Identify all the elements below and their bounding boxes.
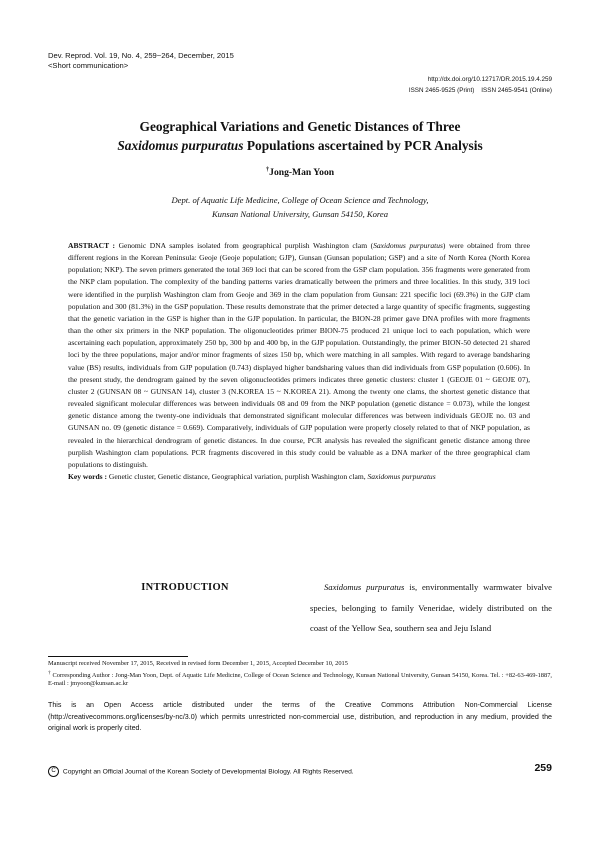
affiliation-line-2: Kunsan National University, Gunsan 54150, Korea [211,208,389,219]
copyright-footer [48,766,552,777]
keywords [68,471,530,483]
introduction-body: is, environmentally warmwater bivalve species, belonging to family Veneridae, widely distributed on the coast of the Yellow Sea, southern sea and Jeju Island [310,582,552,633]
introduction-species: Saxidomus purpuratus [324,582,405,592]
journal-header [48,51,234,71]
manuscript-dates: Manuscript received November 17, 2015, Received in revised form December 1, 2015, Accepted December 10, 2015 [48,660,348,667]
copyright-text: Copyright an Official Journal of the Korean Society of Developmental Biology. All Rights Reserved. [62,768,354,776]
title-line-2-rest: Populations ascertained by PCR Analysis [243,138,483,153]
author-line [48,166,552,178]
abstract-text-2: ) were obtained from three different regions in the Korean Peninsula: Geoje (Geoje population; GJP), Gunsan (Gunsan population; GSP) and a site of North Korea (North Korea population; NKP). The seven primers generated the total 369 loci that can be scored from the GSP clam population. 356 fragments were generated from the NKP clam population. The complexity of the banding patterns varies dramatically between the primers and three localities. In this study, 319 loci were identified in the purplish Washington clam from Geoje and 369 in the clam population from Gunsan: 221 specific loci (69.3%) in the GJP clam population and 300 (81.3%) in the GSP population. These results demonstrate that the primer detected a large quantity of specific fragments, suggesting that the genetic variation in the GSP is higher than in the GJP population. In particular, the BION-28 primer gave DNA profiles with more fragments than the other six primers in the NKP population. The oligonucleotides primer BION-75 produced 21 unique loci to each population, which were ascertaining each population, approximately 250 bp, 300 bp and 400 bp, in the GJP population. Outstandingly, the primer BION-50 detected 21 shared loci by the three populations, major and/or minor fragments of sizes 150 bp, which were matching in all samples. With regard to average bandsharing value (BS) results, individuals from GJP population (0.743) displayed higher bandsharing values than did individuals from GSP population (0.606). In the present study, the dendrogram gained by the seven oligonucleotides primers indicates three genetic clusters: cluster 1 (GEOJE 01 ~ GEOJE 07), cluster 2 (GUNSAN 08 ~ GUNSAN 14), cluster 3 (N.KOREA 15 ~ N.KOREA 21). Among the twenty one clams, the shortest genetic distance that revealed significant molecular differences was between individuals 08 and 09 from the NKP population (genetic distance = 0.073), while the longest genetic distance among the twenty-one individuals that demonstrated significant molecular differences was between individuals GEOJE no. 03 and GUNSAN no. 09 (genetic distance = 0.669). Comparatively, individuals of GJP population were properly closely related to that of NKP population, as revealed in the hierarchical dendrogram of genetic distances. In due course, PCR analysis has revealed the significant genetic distance among three purplish Washington clam populations. PCR fragments discovered in this study could be valuable as a DNA marker of the three geographical clam populations to distinguish. [68,241,531,469]
abstract-paragraph [68,240,530,471]
footnote-dagger: † [48,669,51,676]
corresponding-author-note [48,669,552,689]
abstract-label: ABSTRACT : [68,241,116,250]
license-statement: This is an Open Access article distributed under the terms of the Creative Commons Attribution Non-Commercial License (http://creativecommons.org/licenses/by-nc/3.0) which permits unrestricted non-commercial use, distribution, and reproduction in any medium, provided the original work is properly cited. [48,701,552,732]
footnotes [48,660,552,689]
abstract-text-1: Genomic DNA samples isolated from geographical purplish Washington clam ( [115,241,374,250]
page-number: 259 [534,762,552,774]
author-name: Jong-Man Yoon [269,167,335,179]
keywords-species: Saxidomus purpuratus [367,471,436,481]
abstract [68,240,530,483]
keywords-label: Key words : [68,471,107,481]
article-type: <Short communication> [48,61,129,70]
abstract-species: Saxidomus purpuratus [373,241,443,250]
corresponding-author-text: Corresponding Author : Jong-Man Yoon, Dept. of Aquatic Life Medicine, College of Ocean Science and Technology, Kunsan National University, Gunsan 54150, Korea. Tel. : +82-63-469-1887, E-mail : jmyoon@kunsan.ac.kr [48,671,552,688]
doi-link[interactable]: http://dx.doi.org/10.12717/DR.2015.19.4.259 [427,76,552,83]
copyright-icon: C [48,766,59,777]
title-line-1: Geographical Variations and Genetic Distances of Three [139,119,461,134]
article-title [48,117,552,155]
affiliation-line-1: Dept. of Aquatic Life Medicine, College of Ocean Science and Technology, [171,195,429,205]
footnote-divider [48,656,188,657]
keywords-text: Genetic cluster, Genetic distance, Geographical variation, purplish Washington clam, [107,471,368,481]
introduction-text [310,577,552,639]
doi-issn-block [409,74,552,96]
corresponding-dagger: † [265,166,270,173]
affiliation [48,194,552,221]
introduction-heading: INTRODUCTION [141,582,229,593]
title-line-2 [48,136,552,155]
issn-line: ISSN 2465-9525 (Print) ISSN 2465-9541 (Online) [408,87,552,94]
title-species: Saxidomus purpuratus [117,138,244,153]
journal-citation: Dev. Reprod. Vol. 19, No. 4, 259~264, December, 2015 [48,51,234,60]
